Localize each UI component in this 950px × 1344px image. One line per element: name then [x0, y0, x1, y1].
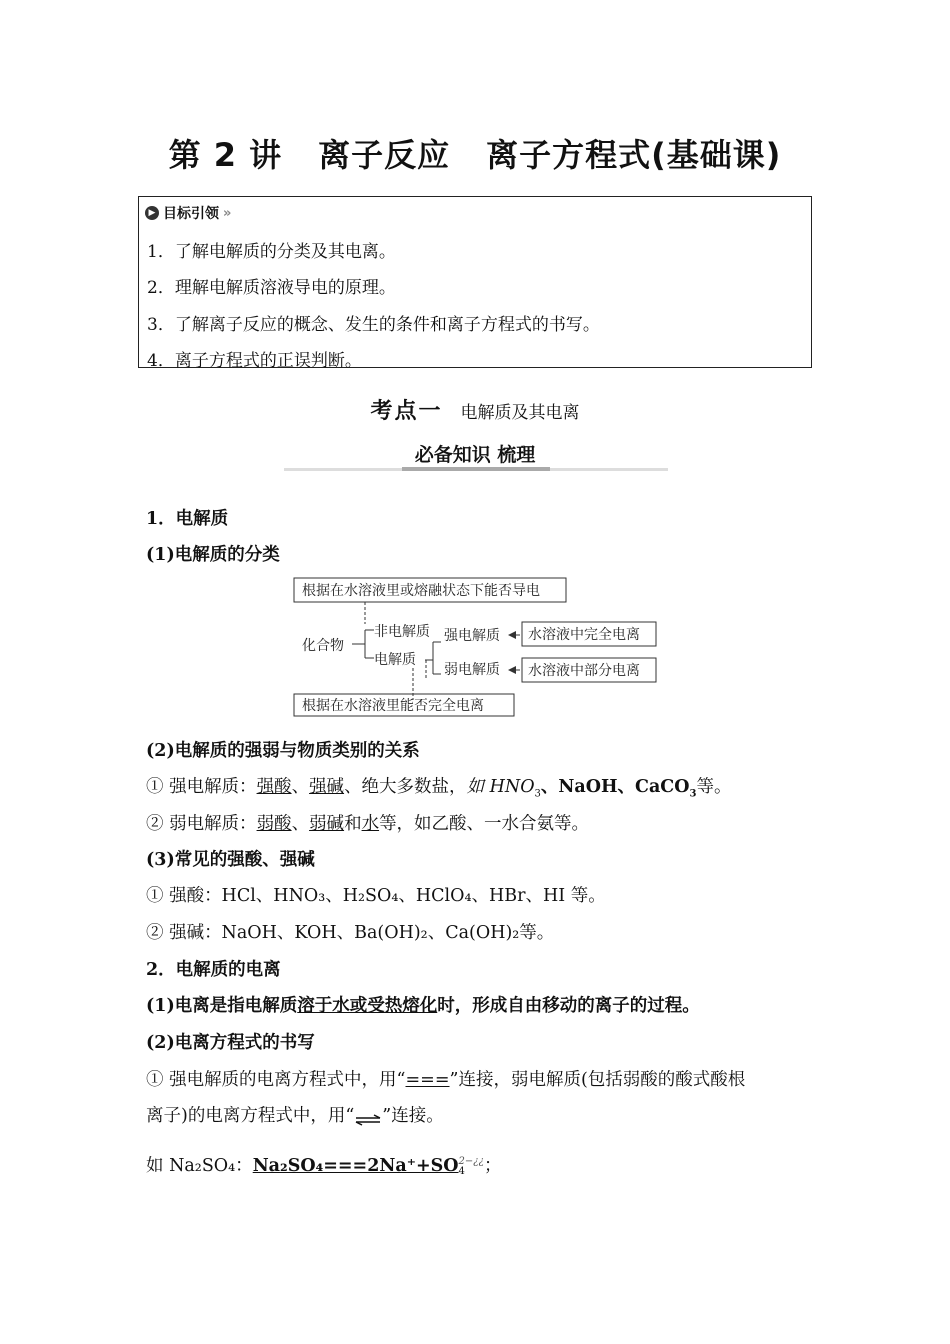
- subheading-classification: (1)电解质的分类: [146, 545, 280, 565]
- strong-source-text: 水溶液中完全电离: [528, 627, 640, 643]
- electrolyte-label: 电解质: [374, 652, 416, 668]
- strong-acid-line: ① 强酸：HCl、HNO₃、H₂SO₄、HClO₄、HBr、HI 等。: [146, 886, 606, 906]
- weak-electrolyte-label: 弱电解质: [444, 662, 500, 678]
- goal-item: 4．离子方程式的正误判断。: [147, 351, 362, 371]
- subheading-relation: (2)电解质的强弱与物质类别的关系: [146, 741, 420, 761]
- learning-goals-box: [138, 196, 812, 371]
- goal-item: 3．了解离子反应的概念、发生的条件和离子方程式的书写。: [147, 315, 600, 335]
- page-title: 第 2 讲 离子反应 离子方程式(基础课): [168, 136, 782, 174]
- play-icon: ▶: [145, 206, 159, 220]
- electrolyte-brace: [425, 642, 441, 674]
- strong-electrolyte-label: 强电解质: [444, 628, 500, 644]
- non-electrolyte-label: 非电解质: [374, 624, 430, 640]
- weak-source-text: 水溶液中部分电离: [528, 663, 640, 679]
- subheading-common: (3)常见的强酸、强碱: [146, 850, 315, 870]
- ionization-definition: (1)电离是指电解质溶于水或受热熔化时，形成自由移动的离子的过程。: [146, 996, 700, 1016]
- banner-rule-accent: [402, 467, 550, 471]
- strong-electrolyte-line: ① 强电解质：强酸、强碱、绝大多数盐，如 $HNO_3$、NaOH、CaCO$_3$等。: [146, 777, 732, 800]
- top-criterion-text: 根据在水溶液里或熔融状态下能否导电: [302, 583, 540, 599]
- classification-diagram: [290, 574, 670, 720]
- example-line: 如 Na₂SO₄：Na₂SO₄===2Na⁺+SO 2−¿¿ 4 ；: [146, 1155, 502, 1177]
- compound-label: 化合物: [302, 638, 344, 654]
- goal-item: 2．理解电解质溶液导电的原理。: [147, 278, 396, 298]
- double-chevron-icon: »: [223, 205, 230, 221]
- equilibrium-arrow-icon: [354, 1111, 382, 1123]
- section-banner: 必备知识 梳理: [414, 444, 536, 466]
- subheading-equation: (2)电离方程式的书写: [146, 1033, 315, 1053]
- heading-ionization: 2．电解质的电离: [146, 960, 281, 980]
- goals-header: ▶ 目标引领 »: [145, 203, 229, 223]
- heading-electrolyte: 1．电解质: [146, 509, 229, 529]
- strong-base-line: ② 强碱：NaOH、KOH、Ba(OH)₂、Ca(OH)₂等。: [146, 923, 555, 943]
- rule-line-1: ① 强电解质的电离方程式中，用“===”连接，弱电解质(包括弱酸的酸式酸根: [146, 1070, 746, 1090]
- goal-item: 1．了解电解质的分类及其电离。: [147, 242, 396, 262]
- arrow-left-icon: [508, 666, 516, 674]
- rule-line-2: 离子)的电离方程式中，用“ ”连接。: [146, 1106, 444, 1126]
- weak-electrolyte-line: ② 弱电解质：弱酸、弱碱和水等，如乙酸、一水合氨等。: [146, 814, 590, 834]
- compound-brace: [352, 630, 374, 658]
- kaodian-heading: 考点一 电解质及其电离: [370, 399, 580, 424]
- arrow-left-icon: [508, 631, 516, 639]
- bottom-criterion-text: 根据在水溶液里能否完全电离: [302, 698, 484, 714]
